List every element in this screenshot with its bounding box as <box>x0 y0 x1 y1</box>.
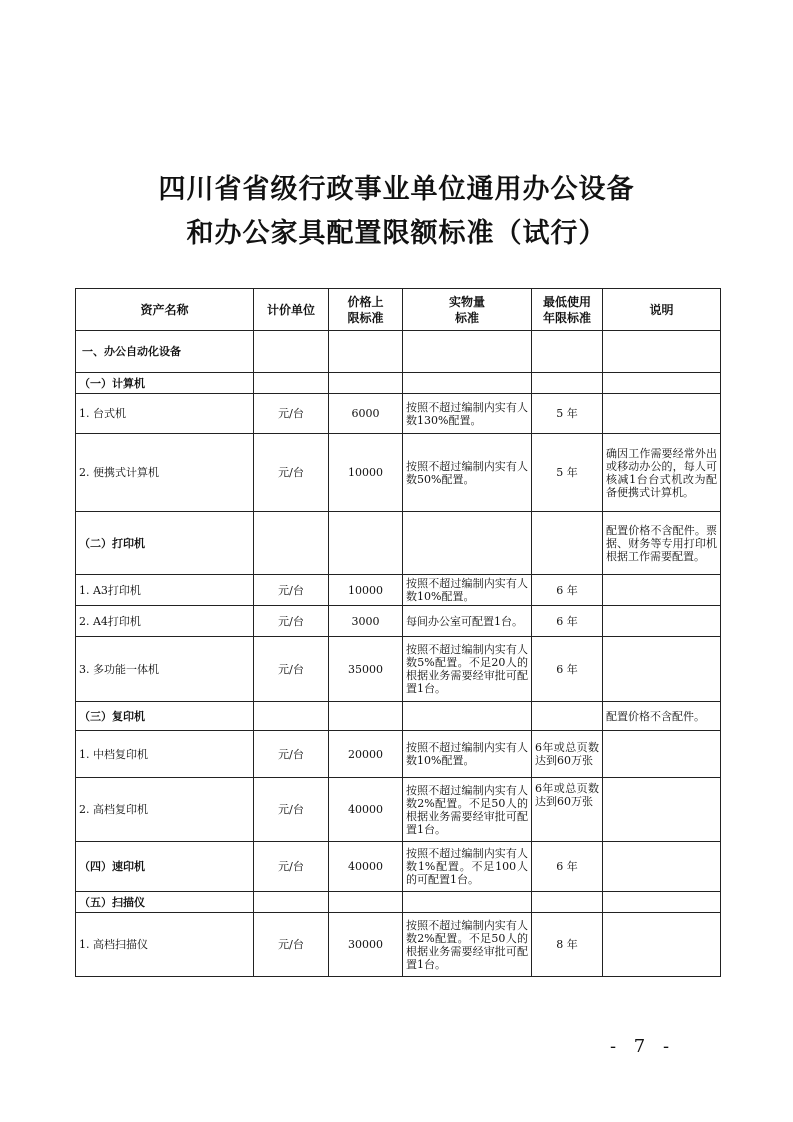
row-life: 6 年 <box>532 637 603 702</box>
equipment-standards-table <box>75 288 721 977</box>
row-note <box>603 913 721 977</box>
row-note <box>603 842 721 892</box>
row-life <box>532 892 603 913</box>
row-price <box>329 702 403 731</box>
row-name: （三）复印机 <box>76 702 254 731</box>
row-name: 1. 中档复印机 <box>76 731 254 778</box>
row-name: 3. 多功能一体机 <box>76 637 254 702</box>
row-price: 20000 <box>329 731 403 778</box>
document-title-line1: 四川省省级行政事业单位通用办公设备 <box>158 174 635 205</box>
row-note <box>603 606 721 637</box>
row-quantity: 按照不超过编制内实有人数10%配置。 <box>403 575 532 606</box>
document-title-line2: 和办公家具配置限额标准（试行） <box>186 218 607 249</box>
row-unit: 元/台 <box>254 778 329 842</box>
row-name: （四）速印机 <box>76 842 254 892</box>
row-life: 5 年 <box>532 434 603 512</box>
row-unit: 元/台 <box>254 731 329 778</box>
row-name: （五）扫描仪 <box>76 892 254 913</box>
row-life: 6 年 <box>532 575 603 606</box>
row-unit <box>254 331 329 373</box>
row-unit <box>254 892 329 913</box>
row-unit: 元/台 <box>254 913 329 977</box>
header-notes: 说明 <box>603 289 721 331</box>
table-row <box>76 731 721 778</box>
row-note <box>603 637 721 702</box>
row-unit: 元/台 <box>254 637 329 702</box>
table-row <box>76 434 721 512</box>
row-price: 3000 <box>329 606 403 637</box>
row-price <box>329 512 403 575</box>
row-quantity: 按照不超过编制内实有人数2%配置。不足50人的根据业务需要经审批可配置1台。 <box>403 778 532 842</box>
row-life: 6 年 <box>532 842 603 892</box>
table-row <box>76 575 721 606</box>
row-life: 5 年 <box>532 394 603 434</box>
row-name: 1. A3打印机 <box>76 575 254 606</box>
row-name: （一）计算机 <box>76 373 254 394</box>
row-life: 8 年 <box>532 913 603 977</box>
row-quantity <box>403 331 532 373</box>
row-quantity: 按照不超过编制内实有人数5%配置。不足20人的根据业务需要经审批可配置1台。 <box>403 637 532 702</box>
row-quantity: 每间办公室可配置1台。 <box>403 606 532 637</box>
row-note: 配置价格不含配件。 <box>603 702 721 731</box>
row-quantity <box>403 512 532 575</box>
row-price: 35000 <box>329 637 403 702</box>
table-row <box>76 778 721 842</box>
row-life <box>532 331 603 373</box>
row-quantity: 按照不超过编制内实有人数1%配置。不足100人的可配置1台。 <box>403 842 532 892</box>
header-unit: 计价单位 <box>254 289 329 331</box>
row-name: 1. 高档扫描仪 <box>76 913 254 977</box>
row-note: 配置价格不含配件。票据、财务等专用打印机根据工作需要配置。 <box>603 512 721 575</box>
row-name: 2. A4打印机 <box>76 606 254 637</box>
table-row <box>76 394 721 434</box>
page-number: - 7 - <box>610 1036 676 1057</box>
table-row <box>76 892 721 913</box>
table-row <box>76 606 721 637</box>
row-price <box>329 373 403 394</box>
row-name: 2. 高档复印机 <box>76 778 254 842</box>
row-price: 40000 <box>329 842 403 892</box>
row-quantity <box>403 373 532 394</box>
header-asset-name: 资产名称 <box>76 289 254 331</box>
table-header-row <box>76 289 721 331</box>
row-unit: 元/台 <box>254 842 329 892</box>
row-life <box>532 512 603 575</box>
table-row <box>76 702 721 731</box>
row-life: 6 年 <box>532 606 603 637</box>
row-life <box>532 373 603 394</box>
row-unit: 元/台 <box>254 394 329 434</box>
row-unit <box>254 702 329 731</box>
row-life <box>532 702 603 731</box>
row-unit <box>254 512 329 575</box>
row-name: 1. 台式机 <box>76 394 254 434</box>
row-quantity: 按照不超过编制内实有人数2%配置。不足50人的根据业务需要经审批可配置1台。 <box>403 913 532 977</box>
row-quantity: 按照不超过编制内实有人数50%配置。 <box>403 434 532 512</box>
header-quantity-standard: 实物量 标准 <box>403 289 532 331</box>
row-unit <box>254 373 329 394</box>
row-quantity <box>403 702 532 731</box>
row-note: 确因工作需要经常外出或移动办公的，每人可核减1台台式机改为配备便携式计算机。 <box>603 434 721 512</box>
row-price: 40000 <box>329 778 403 842</box>
header-price-limit: 价格上 限标准 <box>329 289 403 331</box>
table-row <box>76 373 721 394</box>
table-row <box>76 331 721 373</box>
row-quantity: 按照不超过编制内实有人数130%配置。 <box>403 394 532 434</box>
row-note <box>603 394 721 434</box>
row-note <box>603 575 721 606</box>
row-note <box>603 373 721 394</box>
row-price <box>329 892 403 913</box>
row-note <box>603 892 721 913</box>
row-quantity <box>403 892 532 913</box>
row-unit: 元/台 <box>254 575 329 606</box>
row-price: 10000 <box>329 575 403 606</box>
row-unit: 元/台 <box>254 606 329 637</box>
table-row <box>76 842 721 892</box>
row-name: 一、办公自动化设备 <box>76 331 254 373</box>
table-row <box>76 512 721 575</box>
row-note <box>603 331 721 373</box>
table-row <box>76 913 721 977</box>
row-quantity: 按照不超过编制内实有人数10%配置。 <box>403 731 532 778</box>
row-price <box>329 331 403 373</box>
row-note <box>603 731 721 778</box>
table-row <box>76 637 721 702</box>
row-life: 6年或总页数达到60万张 <box>532 778 603 842</box>
row-price: 30000 <box>329 913 403 977</box>
row-note <box>603 778 721 842</box>
row-name: 2. 便携式计算机 <box>76 434 254 512</box>
row-unit: 元/台 <box>254 434 329 512</box>
row-price: 10000 <box>329 434 403 512</box>
row-life: 6年或总页数达到60万张 <box>532 731 603 778</box>
header-min-service-life: 最低使用 年限标准 <box>532 289 603 331</box>
row-price: 6000 <box>329 394 403 434</box>
row-name: （二）打印机 <box>76 512 254 575</box>
